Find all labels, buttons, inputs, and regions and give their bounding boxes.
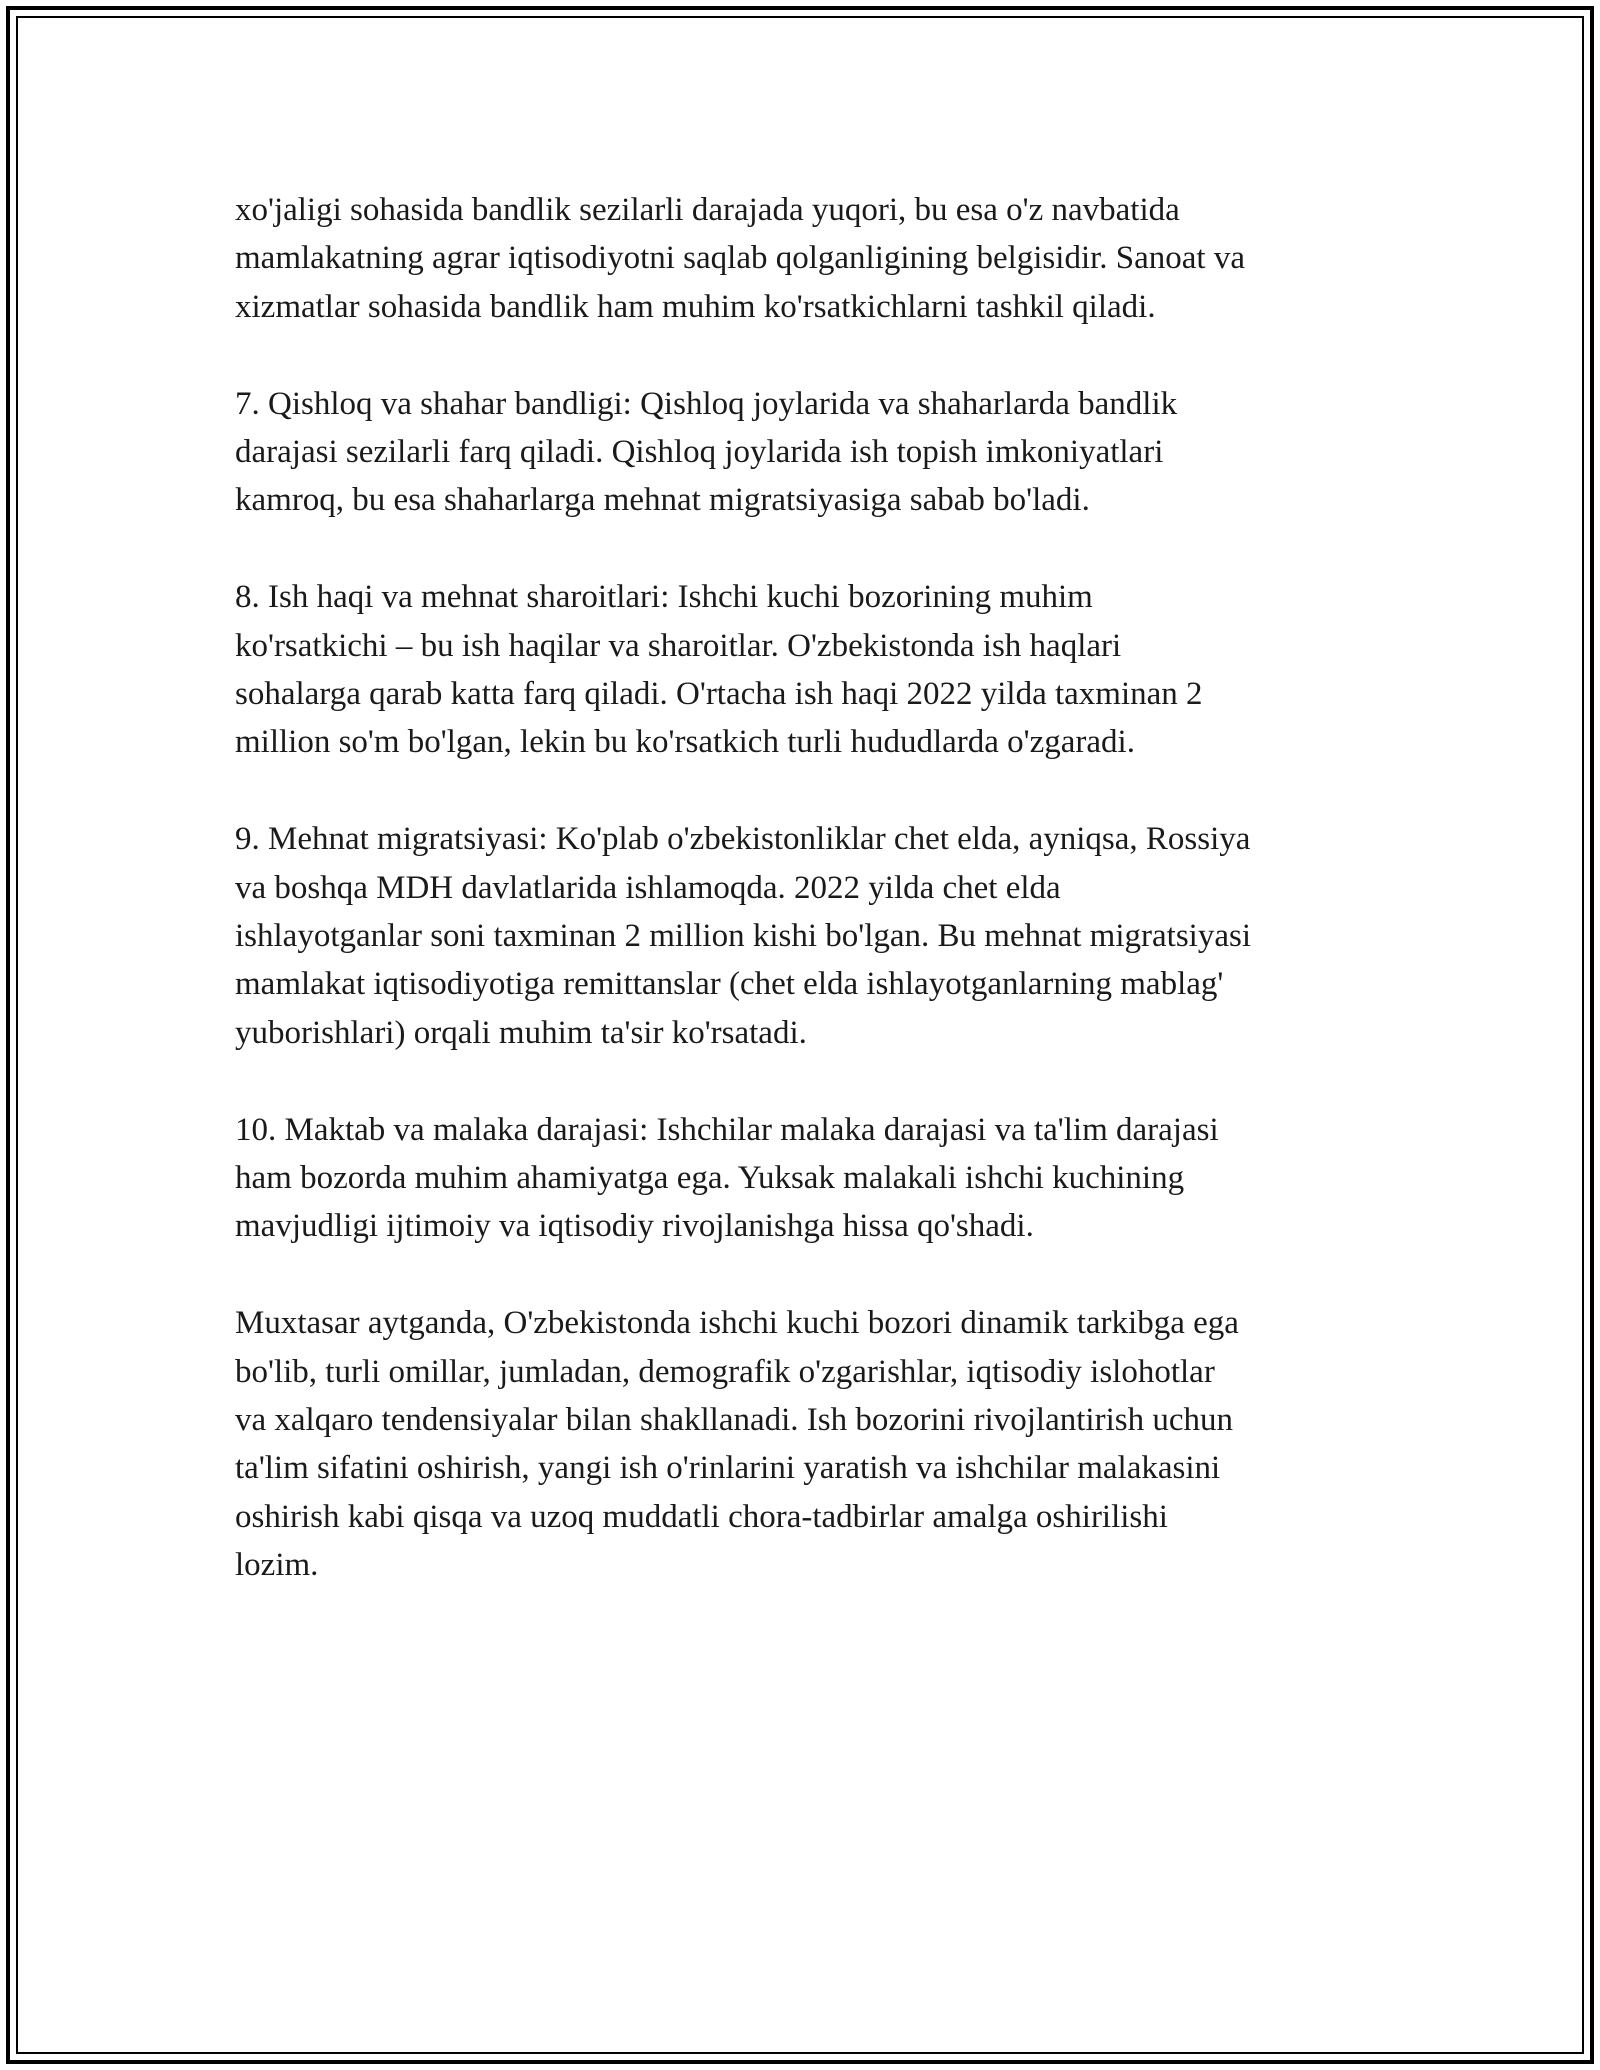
text-line: million so'm bo'lgan, lekin bu ko'rsatkich turli hududlarda o'zgaradi.: [235, 724, 1135, 761]
paragraph-agriculture-employment: [235, 186, 1375, 331]
text-line: xo'jaligi sohasida bandlik sezilarli darajada yuqori, bu esa o'z navbatida: [235, 192, 1180, 228]
text-line: ko'rsatkichi – bu ish haqilar va sharoitlar. O'zbekistonda ish haqlari: [235, 627, 1122, 664]
text-line: 9. Mehnat migratsiyasi: Ko'plab o'zbekistonliklar chet elda, ayniqsa, Rossiya: [235, 821, 1251, 858]
text-line: 10. Maktab va malaka darajasi: Ishchilar malaka darajasi va ta'lim darajasi: [235, 1111, 1219, 1148]
text-line: yuborishlari) orqali muhim ta'sir ko'rsatadi.: [235, 1014, 807, 1051]
paragraph-conclusion: [235, 1299, 1375, 1589]
text-line: mamlakat iqtisodiyotiga remittanslar (chet elda ishlayotganlarning mablag': [235, 966, 1224, 1003]
text-line: mamlakatning agrar iqtisodiyotni saqlab qolganligining belgisidir. Sanoat va: [235, 240, 1245, 277]
paragraph-wages-conditions: [235, 573, 1375, 767]
text-line: 7. Qishloq va shahar bandligi: Qishloq joylarida va shaharlarda bandlik: [235, 385, 1178, 422]
text-line: ta'lim sifatini oshirish, yangi ish o'rinlarini yaratish va ishchilar malakasini: [235, 1450, 1221, 1487]
text-line: oshirish kabi qisqa va uzoq muddatli chora-tadbirlar amalga oshirilishi: [235, 1498, 1168, 1535]
text-line: ishlayotganlar soni taxminan 2 million kishi bo'lgan. Bu mehnat migratsiyasi: [235, 918, 1251, 955]
text-line: xizmatlar sohasida bandlik ham muhim ko'rsatkichlarni tashkil qiladi.: [235, 288, 1156, 325]
text-line: lozim.: [235, 1547, 319, 1584]
text-line: va xalqaro tendensiyalar bilan shakllanadi. Ish bozorini rivojlantirish uchun: [235, 1402, 1233, 1439]
text-line: Muxtasar aytganda, O'zbekistonda ishchi kuchi bozori dinamik tarkibga ega: [235, 1305, 1239, 1342]
text-line: ham bozorda muhim ahamiyatga ega. Yuksak malakali ishchi kuchining: [235, 1160, 1185, 1197]
paragraph-education-skills: [235, 1106, 1375, 1251]
paragraph-labor-migration: [235, 815, 1375, 1057]
text-line: 8. Ish haqi va mehnat sharoitlari: Ishchi kuchi bozorining muhim: [235, 579, 1093, 616]
text-line: darajasi sezilarli farq qiladi. Qishloq joylarida ish topish imkoniyatlari: [235, 434, 1164, 471]
text-line: kamroq, bu esa shaharlarga mehnat migratsiyasiga sabab bo'ladi.: [235, 482, 1090, 519]
text-line: mavjudligi ijtimoiy va iqtisodiy rivojlanishga hissa qo'shadi.: [235, 1208, 1034, 1245]
paragraph-rural-urban-employment: [235, 380, 1375, 525]
text-line: va boshqa MDH davlatlarida ishlamoqda. 2022 yilda chet elda: [235, 869, 1061, 906]
text-line: sohalarga qarab katta farq qiladi. O'rtacha ish haqi 2022 yilda taxminan 2: [235, 676, 1203, 713]
text-line: bo'lib, turli omillar, jumladan, demografik o'zgarishlar, iqtisodiy islohotlar: [235, 1353, 1215, 1390]
document-body: [235, 186, 1375, 1638]
